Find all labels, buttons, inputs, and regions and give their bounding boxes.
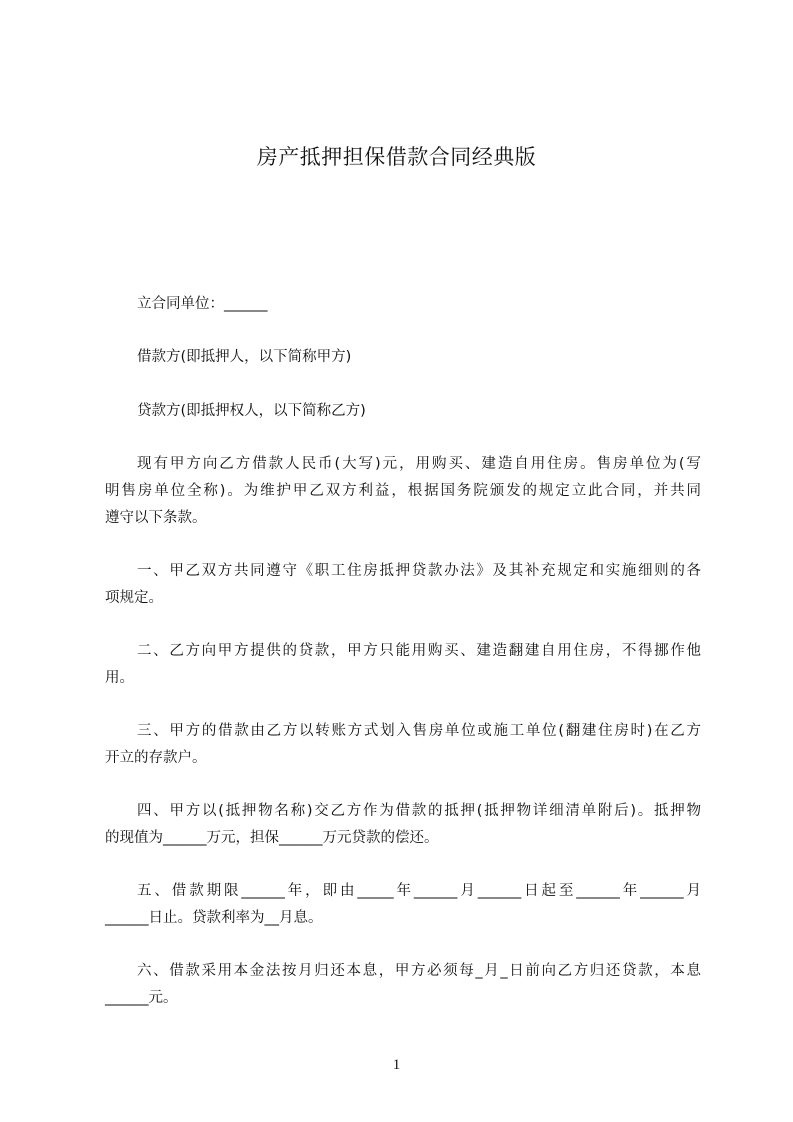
paragraph-line: ______日止。贷款利率为__月息。 bbox=[105, 910, 323, 926]
document-title: 房产抵押担保借款合同经典版 bbox=[256, 145, 537, 169]
paragraph-line: 四、甲方以(抵押物名称)交乙方作为借款的抵押(抵押物详细清单附后)。抵押物 bbox=[137, 803, 701, 819]
paragraph-line: 现有甲方向乙方借款人民币(大写)元，用购买、建造自用住房。售房单位为(写 bbox=[137, 456, 701, 472]
paragraph-line: 项规定。 bbox=[105, 590, 163, 606]
paragraph-line: 六、借款采用本金法按月归还本息，甲方必须每_月_日前向乙方归还贷款，本息 bbox=[137, 963, 701, 979]
paragraph-line: 开立的存款户。 bbox=[105, 750, 207, 766]
paragraph-line: 明售房单位全称)。为维护甲乙双方利益，根据国务院颁发的规定立此合同，并共同 bbox=[105, 483, 701, 499]
paragraph-line: 遵守以下条款。 bbox=[105, 510, 207, 526]
paragraph-line: 五、借款期限______年，即由_____年______月______日起至______年______月 bbox=[137, 883, 701, 899]
borrower-line: 借款方(即抵押人，以下简称甲方) bbox=[137, 349, 352, 365]
paragraph-line: 的现值为______万元，担保______万元贷款的偿还。 bbox=[105, 830, 439, 846]
paragraph-line: 二、乙方向甲方提供的贷款，甲方只能用购买、建造翻建自用住房，不得挪作他 bbox=[137, 643, 701, 659]
paragraph-line: 用。 bbox=[105, 670, 134, 686]
paragraph-line: ______元。 bbox=[105, 990, 178, 1006]
lender-line: 贷款方(即抵押权人，以下简称乙方) bbox=[137, 403, 366, 419]
paragraph-line: 一、甲乙双方共同遵守《职工住房抵押贷款办法》及其补充规定和实施细则的各 bbox=[137, 563, 701, 579]
paragraph-line: 三、甲方的借款由乙方以转账方式划入售房单位或施工单位(翻建住房时)在乙方 bbox=[137, 723, 701, 739]
contract-unit-line: 立合同单位：______ bbox=[137, 296, 268, 312]
page-number: 1 bbox=[392, 1057, 401, 1073]
